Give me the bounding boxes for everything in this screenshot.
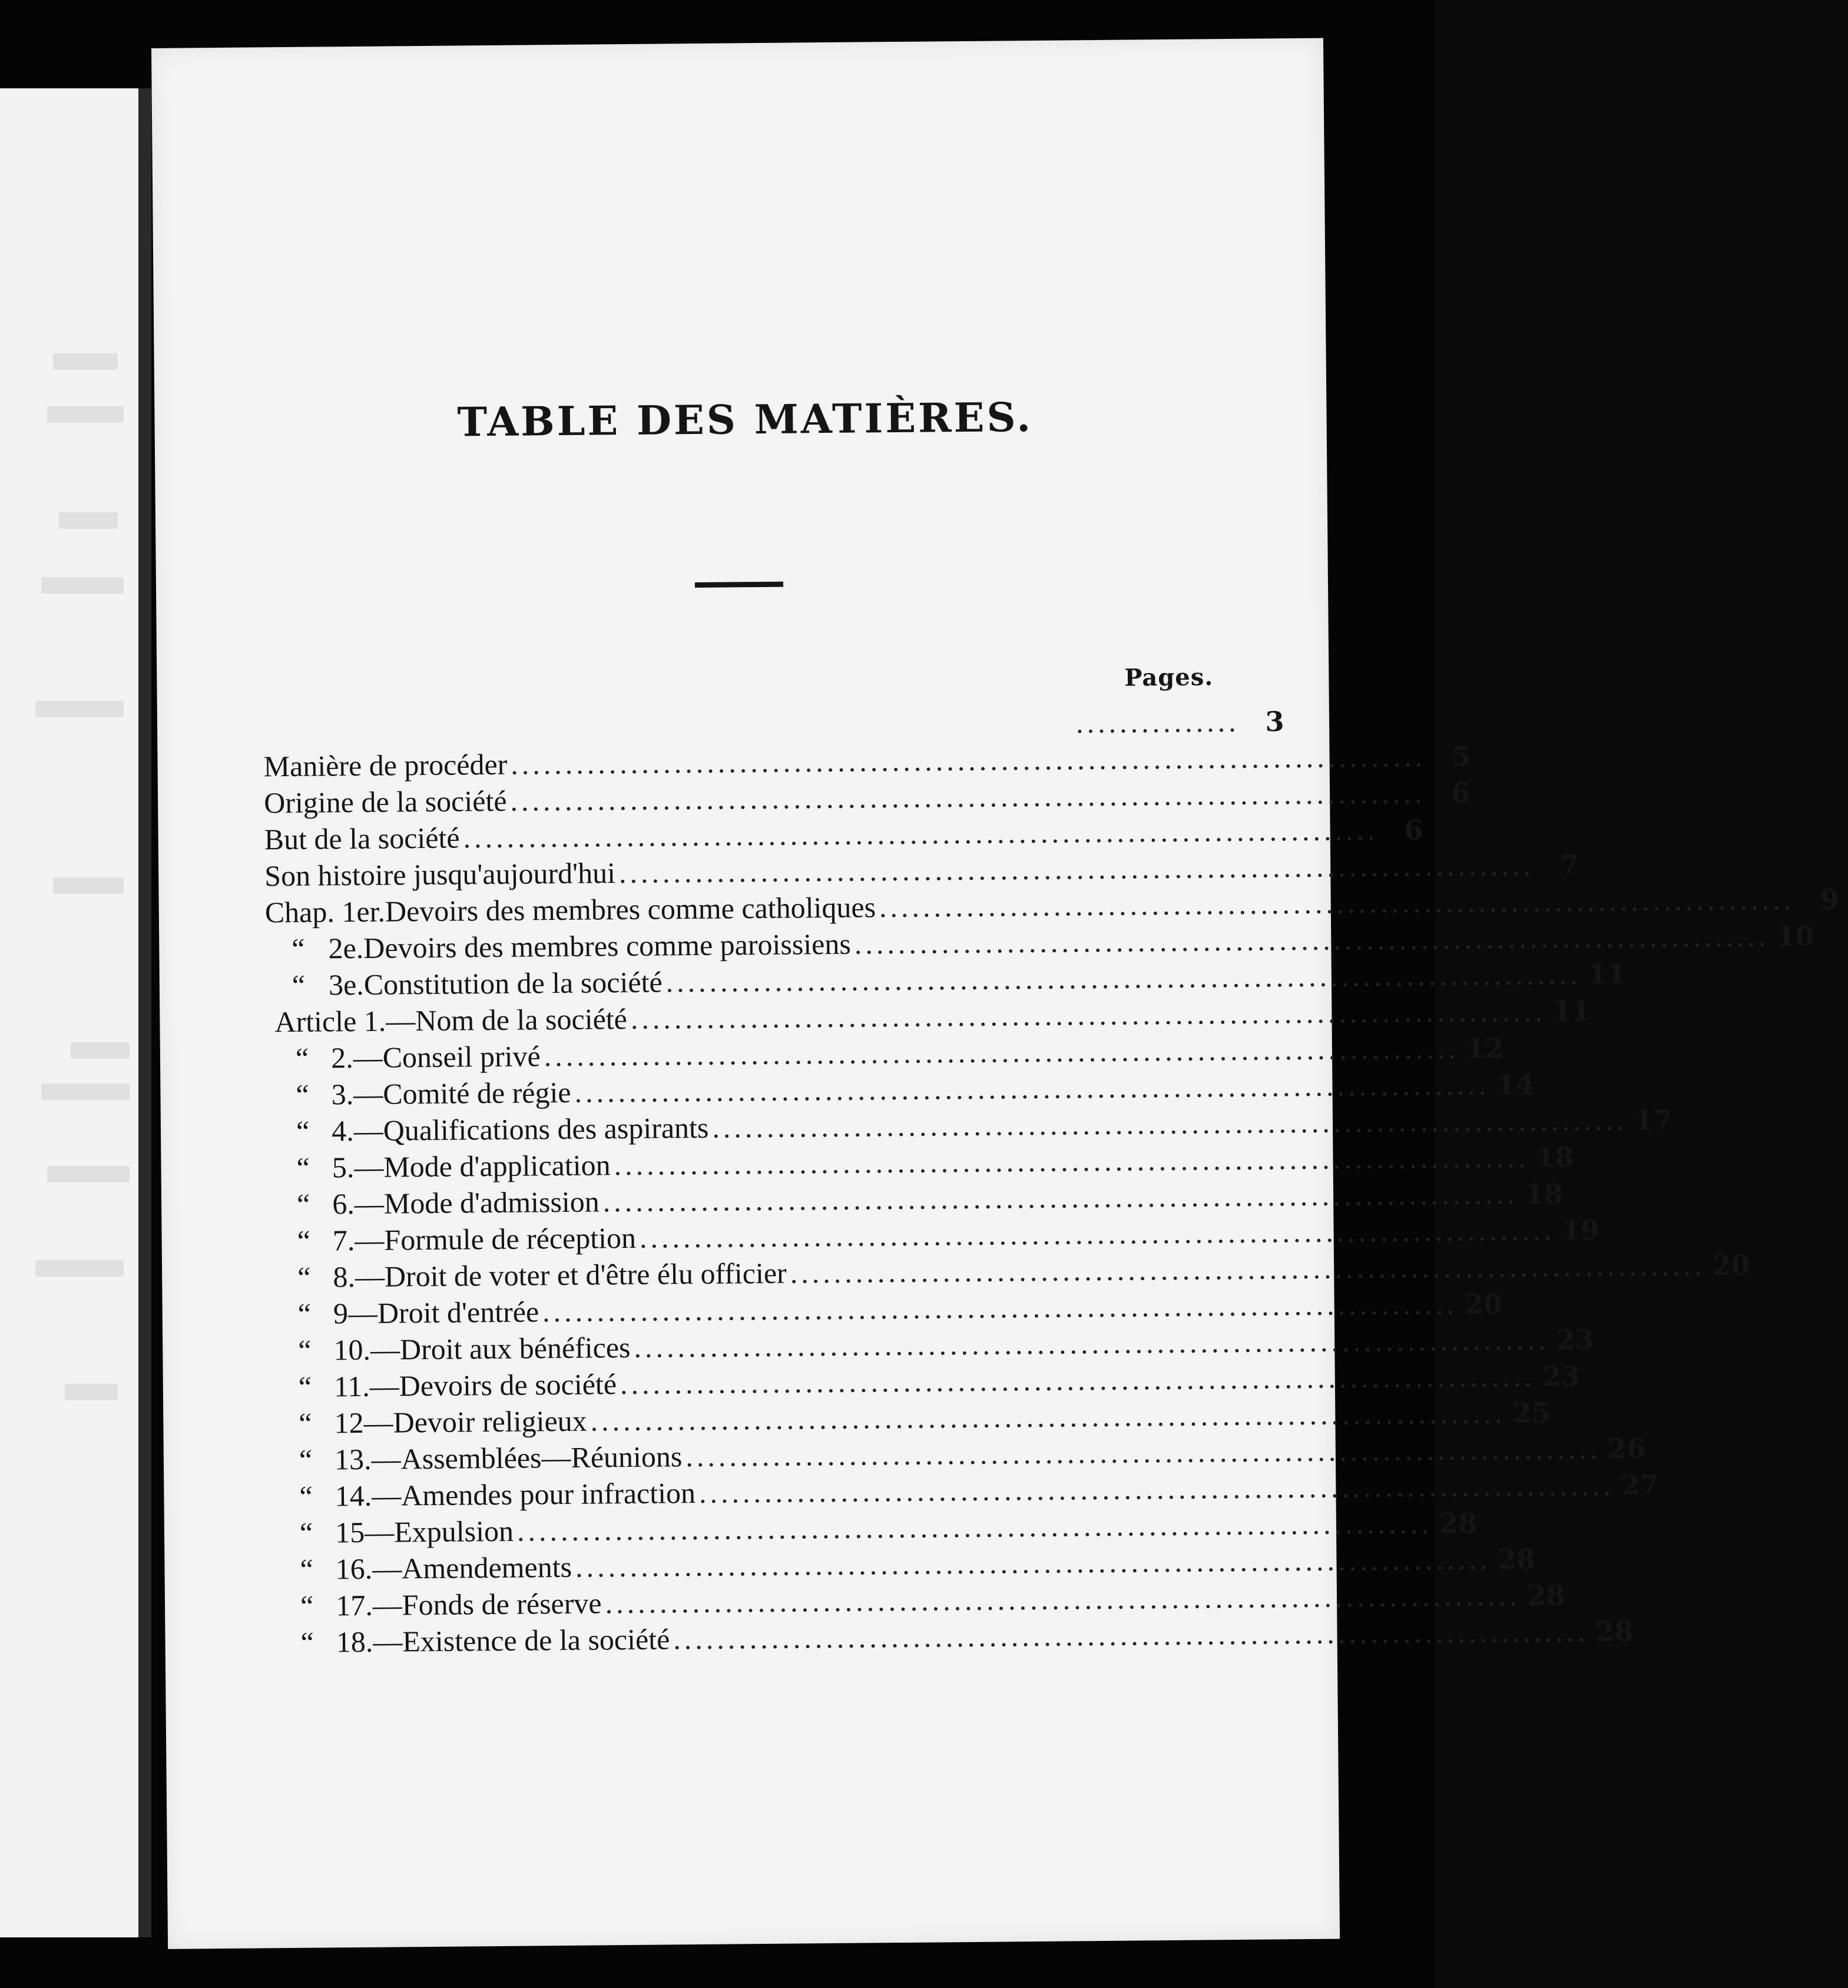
entry-label: —Mode d'admission <box>354 1185 600 1221</box>
bleed-through-text <box>65 1384 118 1400</box>
leader-dots: .................................................................................... <box>698 1468 1615 1509</box>
ditto-mark: “ <box>295 1041 309 1075</box>
leader-dots: .................................................................................... <box>639 1213 1555 1254</box>
bleed-through-text <box>35 701 124 717</box>
ditto-mark: “ <box>299 1516 313 1549</box>
ditto-mark: “ <box>298 1370 312 1403</box>
title-rule <box>695 582 783 588</box>
entry-number: Chap. 1er. <box>264 894 386 929</box>
leader-dots: .................................................................................... <box>673 1614 1589 1656</box>
entry-page: 12 <box>1466 1032 1504 1065</box>
entry-label: —Conseil privé <box>353 1039 541 1075</box>
entry-label: —Assemblées—Réunions <box>371 1440 683 1476</box>
leader-dots: .................................................................................... <box>712 1103 1628 1144</box>
ditto-mark: “ <box>298 1333 312 1367</box>
entry-label: —Mode d'application <box>354 1148 611 1184</box>
leader-dots: .................................................................................... <box>614 1140 1529 1182</box>
ditto-mark: “ <box>296 1187 310 1221</box>
bleed-through-text <box>35 1260 124 1277</box>
entry-page: 18 <box>1525 1178 1563 1210</box>
entry-label: —Amendes pour infraction <box>371 1476 696 1512</box>
bleed-through-text <box>59 512 118 529</box>
entry-number: 5. <box>332 1151 355 1184</box>
entry-page: 18 <box>1536 1141 1574 1174</box>
entry-page: 6 <box>1404 814 1423 846</box>
ditto-mark: “ <box>297 1297 312 1330</box>
entry-number: 14. <box>335 1479 372 1513</box>
entry-label: —Existence de la société <box>373 1622 670 1658</box>
entry-number: 2. <box>330 1041 353 1075</box>
bleed-through-text <box>53 353 118 370</box>
entry-number: 3. <box>331 1078 354 1111</box>
ditto-mark: “ <box>299 1443 313 1476</box>
entry-label: —Devoirs de société <box>369 1367 617 1403</box>
leader-dots: .................................................................................... <box>602 1177 1518 1218</box>
entry-page: 26 <box>1608 1432 1646 1465</box>
pages-column-header: Pages. <box>1124 663 1214 692</box>
entry-label: Origine de la société <box>263 784 507 820</box>
leader-dots: .................................................................................... <box>516 1506 1433 1548</box>
entry-page: 9 <box>1820 883 1840 916</box>
leader-dots: .................................................................................... <box>575 1542 1491 1583</box>
entry-number: 2e. <box>328 931 364 965</box>
entry-page: 19 <box>1561 1214 1600 1247</box>
entry-page: 14 <box>1496 1068 1535 1101</box>
entry-label: —Qualifications des aspirants <box>353 1111 709 1148</box>
entry-number: 15 <box>335 1515 365 1549</box>
entry-label: Devoirs des membres comme paroissiens <box>363 927 852 965</box>
ditto-mark: “ <box>300 1589 314 1622</box>
entry-number: 16. <box>335 1552 373 1586</box>
ditto-mark: “ <box>292 968 306 1002</box>
bleed-through-text <box>41 1084 130 1100</box>
entry-page: 23 <box>1556 1323 1594 1356</box>
entry-page: 20 <box>1464 1288 1503 1320</box>
leader-dots: .................................................................................... <box>542 1287 1458 1328</box>
entry-page: 17 <box>1634 1104 1673 1137</box>
entry-page: 11 <box>1552 995 1591 1028</box>
leader-dots: .................................................................................... <box>620 1359 1536 1401</box>
ditto-mark: “ <box>297 1224 311 1257</box>
entry-number: 17. <box>336 1588 373 1622</box>
leader-dots: .................................................................................... <box>605 1578 1521 1620</box>
leader-dots: .................................................................................... <box>618 848 1535 890</box>
leader-dots: .................................................................................... <box>634 1323 1549 1364</box>
entry-page: 28 <box>1527 1579 1565 1612</box>
bleed-through-text <box>47 1166 130 1182</box>
book-gutter <box>138 88 151 1937</box>
leader-dots: .................................................................................... <box>879 882 1795 924</box>
entry-label: Son histoire jusqu'aujourd'hui <box>264 856 616 893</box>
page-title: TABLE DES MATIÈRES. <box>457 393 1034 446</box>
ditto-mark: “ <box>292 932 305 965</box>
entry-number: 4. <box>332 1114 355 1148</box>
entry-page: 7 <box>1559 849 1579 882</box>
leader-dots: .................................................................................... <box>630 994 1546 1035</box>
entry-label: —Droit aux bénéfices <box>370 1330 631 1366</box>
entry-page: 5 <box>1451 740 1471 773</box>
entry-number: 6. <box>332 1187 355 1221</box>
ditto-mark: “ <box>296 1114 310 1148</box>
leader-dots: .................................................................................... <box>511 740 1426 781</box>
entry-number: 8. <box>333 1260 356 1294</box>
leader-dots: .................................................................................... <box>685 1432 1601 1473</box>
entry-number: 12 <box>334 1406 364 1440</box>
entry-number: Article 1. <box>274 1004 386 1039</box>
entry-label: —Amendements <box>372 1550 572 1585</box>
entry-page: 28 <box>1595 1615 1634 1648</box>
entry-page: 20 <box>1712 1249 1750 1281</box>
ditto-mark: “ <box>299 1479 313 1513</box>
entry-number: 18. <box>336 1625 373 1659</box>
entry-page: 27 <box>1621 1469 1660 1502</box>
entry-label: —Comité de régie <box>353 1075 571 1111</box>
entry-page: 10 <box>1776 920 1814 952</box>
entry-page: 25 <box>1512 1397 1551 1429</box>
entry-number: 7. <box>332 1224 355 1257</box>
entry-number: 13. <box>334 1442 372 1476</box>
intro-page-number: 3 <box>1265 705 1284 738</box>
entry-number: 3e. <box>328 968 365 1002</box>
entry-label: —Devoir religieux <box>363 1404 587 1439</box>
leader-dots: .................................................................................... <box>590 1396 1506 1437</box>
entry-label: —Expulsion <box>364 1514 514 1549</box>
leader-dots: ............... <box>1075 704 1240 740</box>
bleed-through-text <box>47 406 124 423</box>
bleed-through-text <box>41 577 124 594</box>
ditto-mark: “ <box>300 1552 313 1586</box>
entry-page: 28 <box>1497 1543 1536 1576</box>
entry-label: Constitution de la société <box>363 965 663 1001</box>
ditto-mark: “ <box>299 1406 312 1440</box>
entry-label: But de la société <box>264 821 460 856</box>
ditto-mark: “ <box>297 1260 311 1294</box>
facing-page-edge <box>0 88 138 1937</box>
entry-number: 11. <box>333 1369 370 1403</box>
leader-dots: .................................................................................... <box>854 919 1770 960</box>
entry-label: —Droit de voter et d'être élu officier <box>355 1256 787 1294</box>
leader-dots: .................................................................................... <box>665 957 1581 999</box>
toc-page <box>151 38 1840 1949</box>
ditto-mark: “ <box>296 1151 310 1184</box>
entry-label: —Nom de la société <box>386 1002 628 1038</box>
entry-page: 28 <box>1439 1507 1478 1540</box>
entry-number: 10. <box>333 1333 371 1367</box>
bleed-through-text <box>71 1042 130 1059</box>
entry-number: 9 <box>333 1297 349 1330</box>
leader-dots: .................................................................................... <box>790 1248 1705 1290</box>
leader-dots: .................................................................................... <box>510 776 1426 817</box>
ditto-mark: “ <box>296 1078 309 1111</box>
entry-page: 11 <box>1588 958 1626 990</box>
ditto-mark: “ <box>300 1625 314 1659</box>
entry-label: Manière de procéder <box>263 747 508 783</box>
entry-label: Devoirs des membres comme catholiques <box>385 890 876 928</box>
entry-label: —Formule de réception <box>355 1221 637 1257</box>
entry-page: 23 <box>1542 1360 1581 1393</box>
bleed-through-text <box>53 877 124 894</box>
entry-label: —Droit d'entrée <box>347 1295 539 1330</box>
entry-label: —Fonds de réserve <box>372 1586 602 1622</box>
entry-page: 6 <box>1451 777 1471 809</box>
leader-dots: .................................................................................... <box>544 1031 1459 1073</box>
leader-dots: .................................................................................... <box>574 1068 1490 1109</box>
leader-dots: .................................................................................... <box>463 813 1379 854</box>
